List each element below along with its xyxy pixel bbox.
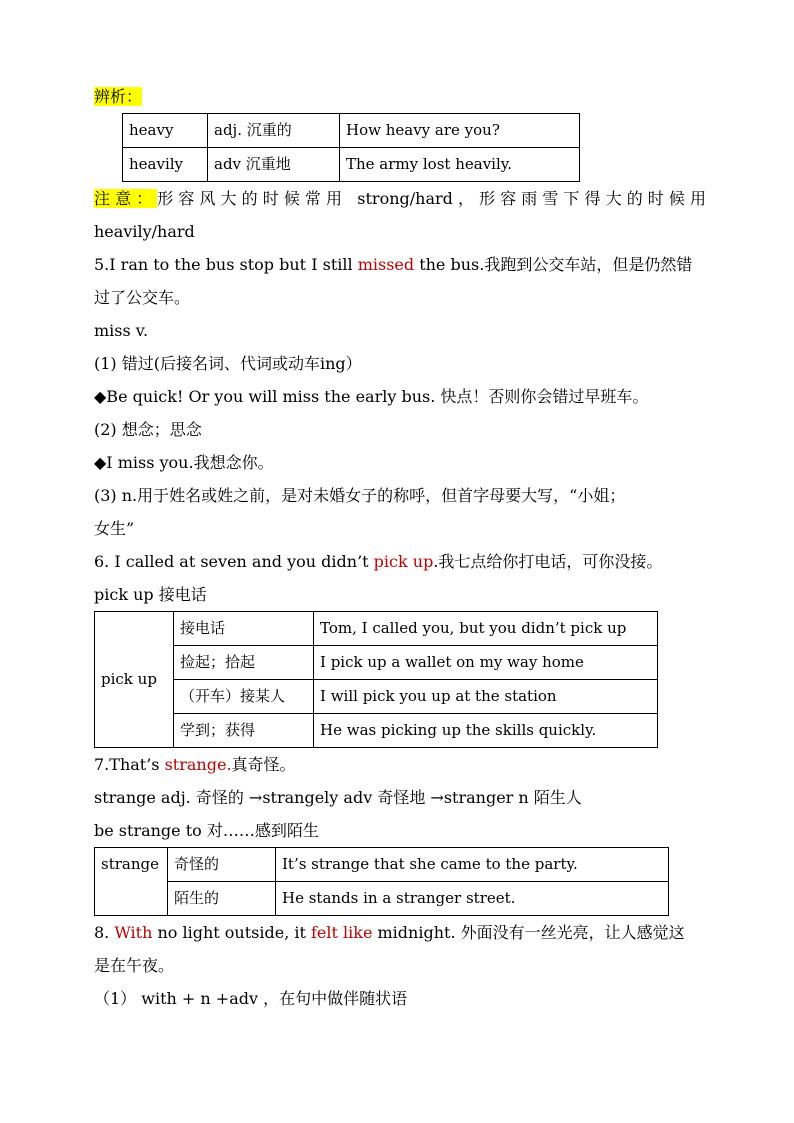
- table-cell: （开车）接某人: [174, 680, 314, 714]
- keyword-pick-up: pick up: [373, 552, 434, 571]
- table-cell: Tom, I called you, but you didn’t pick up: [314, 612, 658, 646]
- table-cell: How heavy are you?: [340, 114, 580, 148]
- table-cell: I will pick you up at the station: [314, 680, 658, 714]
- table-cell: 奇怪的: [168, 848, 276, 882]
- miss-meaning-3-line-2: 女生”: [94, 519, 135, 538]
- miss-example-2: ◆I miss you.我想念你。: [94, 453, 274, 472]
- table-head-cell: pick up: [95, 612, 174, 748]
- table-row: [123, 148, 580, 182]
- table-row: [95, 612, 658, 646]
- pick-up-definition: pick up 接电话: [94, 585, 207, 604]
- heavy-comparison-table: [122, 113, 580, 182]
- sentence-text: 5.I ran to the bus stop but I still: [94, 255, 358, 274]
- sentence-text: 7.That’s: [94, 755, 165, 774]
- document-page: [94, 80, 706, 1015]
- note-text: 形容风大的时候常用 strong/hard，形容雨雪下得大的时候用: [157, 189, 706, 208]
- keyword-strange: strange.: [164, 755, 232, 774]
- sentence-text: 6. I called at seven and you didn’t: [94, 552, 374, 571]
- note-label: 注意：: [94, 189, 158, 208]
- table-cell: He stands in a stranger street.: [276, 882, 669, 916]
- table-cell: heavy: [123, 114, 208, 148]
- table-cell: I pick up a wallet on my way home: [314, 646, 658, 680]
- table-cell: adj. 沉重的: [208, 114, 340, 148]
- table-row: [95, 714, 658, 748]
- table-cell: 学到；获得: [174, 714, 314, 748]
- sentence-5: [94, 248, 706, 281]
- sentence-text: .我七点给你打电话，可你没接。: [433, 552, 663, 571]
- sentence-number: 8.: [94, 923, 115, 942]
- sentence-text: midnight. 外面没有一丝光亮，让人感觉这: [372, 923, 685, 942]
- miss-pos: miss v.: [94, 321, 149, 340]
- table-row: [95, 848, 669, 882]
- sentence-8: [94, 916, 706, 949]
- table-cell: 陌生的: [168, 882, 276, 916]
- table-cell: He was picking up the skills quickly.: [314, 714, 658, 748]
- with-structure-note: （1） with + n +adv ，在句中做伴随状语: [94, 989, 408, 1008]
- sentence-text: the bus.我跑到公交车站，但是仍然错: [414, 255, 693, 274]
- table-cell: It’s strange that she came to the party.: [276, 848, 669, 882]
- miss-example-1: ◆Be quick! Or you will miss the early bus. 快点！否则你会错过早班车。: [94, 387, 649, 406]
- table-row: [95, 680, 658, 714]
- table-row: [95, 882, 669, 916]
- strange-word-forms: strange adj. 奇怪的 →strangely adv 奇怪地 →stranger n 陌生人: [94, 788, 582, 807]
- sentence-7: [94, 748, 706, 781]
- table-head-cell: strange: [95, 848, 168, 916]
- sentence-8-line-2: 是在午夜。: [94, 956, 175, 975]
- miss-meaning-3: (3) n.用于姓名或姓之前，是对未婚女子的称呼，但首字母要大写，“小姐；: [94, 486, 626, 505]
- note-line: [94, 182, 706, 215]
- pick-up-table: [94, 611, 658, 748]
- sentence-5-line-2: 过了公交车。: [94, 288, 191, 307]
- table-cell: The army lost heavily.: [340, 148, 580, 182]
- sentence-6: [94, 545, 706, 578]
- table-row: [123, 114, 580, 148]
- table-cell: heavily: [123, 148, 208, 182]
- keyword-missed: missed: [357, 255, 415, 274]
- keyword-with: With: [114, 923, 153, 942]
- table-cell: 接电话: [174, 612, 314, 646]
- sentence-text: no light outside, it: [152, 923, 311, 942]
- strange-table: [94, 847, 669, 916]
- sentence-text: 真奇怪。: [231, 755, 296, 774]
- strange-phrase: be strange to 对……感到陌生: [94, 821, 319, 840]
- keyword-felt-like: felt like: [311, 923, 373, 942]
- bianxi-heading: [94, 80, 706, 113]
- table-row: [95, 646, 658, 680]
- miss-meaning-1: (1) 错过(后接名词、代词或动车ing）: [94, 354, 362, 373]
- note-line-2: heavily/hard: [94, 222, 195, 241]
- table-cell: adv 沉重地: [208, 148, 340, 182]
- miss-meaning-2: (2) 想念；思念: [94, 420, 202, 439]
- bianxi-label: 辨析：: [94, 87, 143, 106]
- table-cell: 捡起；拾起: [174, 646, 314, 680]
